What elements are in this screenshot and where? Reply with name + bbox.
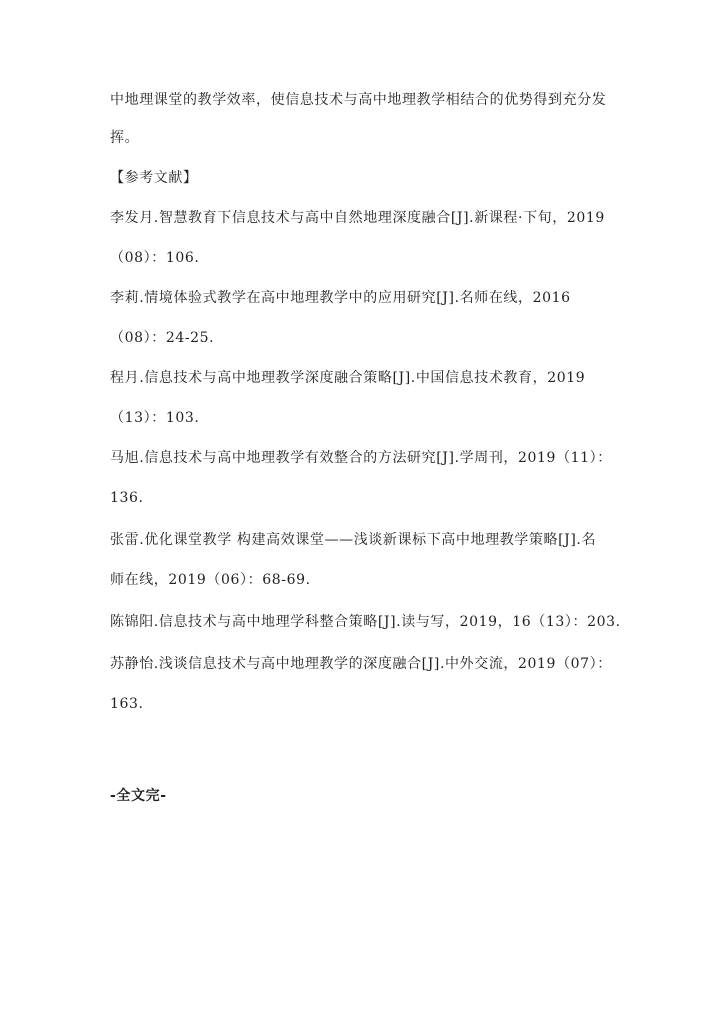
reference-entry-line: 程月.信息技术与高中地理教学深度融合策略[J].中国信息技术教育，2019 bbox=[110, 370, 586, 386]
body-text-line: 中地理课堂的教学效率，使信息技术与高中地理教学相结合的优势得到充分发 bbox=[110, 92, 607, 108]
reference-entry-line: 李莉.情境体验式教学在高中地理教学中的应用研究[J].名师在线，2016 bbox=[110, 290, 571, 306]
reference-entry-line: 李发月.智慧教育下信息技术与高中自然地理深度融合[J].新课程·下旬，2019 bbox=[110, 210, 605, 226]
reference-entry-line: 马旭.信息技术与高中地理教学有效整合的方法研究[J].学周刊，2019（11）： bbox=[110, 450, 612, 466]
references-heading: 【参考文献】 bbox=[110, 170, 198, 186]
reference-entry-line: 136. bbox=[110, 490, 144, 506]
end-mark: -全文完- bbox=[110, 788, 167, 804]
reference-entry-line: 师在线，2019（06）：68-69. bbox=[110, 572, 311, 588]
reference-entry-line: （13）：103. bbox=[110, 410, 200, 426]
reference-entry-line: 张雷.优化课堂教学 构建高效课堂——浅谈新课标下高中地理教学策略[J].名 bbox=[110, 532, 597, 548]
reference-entry-line: 163. bbox=[110, 696, 144, 712]
reference-entry-line: （08）：24-25. bbox=[110, 330, 215, 346]
reference-entry-line: 陈锦阳.信息技术与高中地理学科整合策略[J].读与写，2019，16（13）：203. bbox=[110, 614, 621, 630]
body-text-line: 挥。 bbox=[110, 130, 140, 146]
reference-entry-line: （08）：106. bbox=[110, 250, 200, 266]
reference-entry-line: 苏静怡.浅谈信息技术与高中地理教学的深度融合[J].中外交流，2019（07）： bbox=[110, 656, 612, 672]
